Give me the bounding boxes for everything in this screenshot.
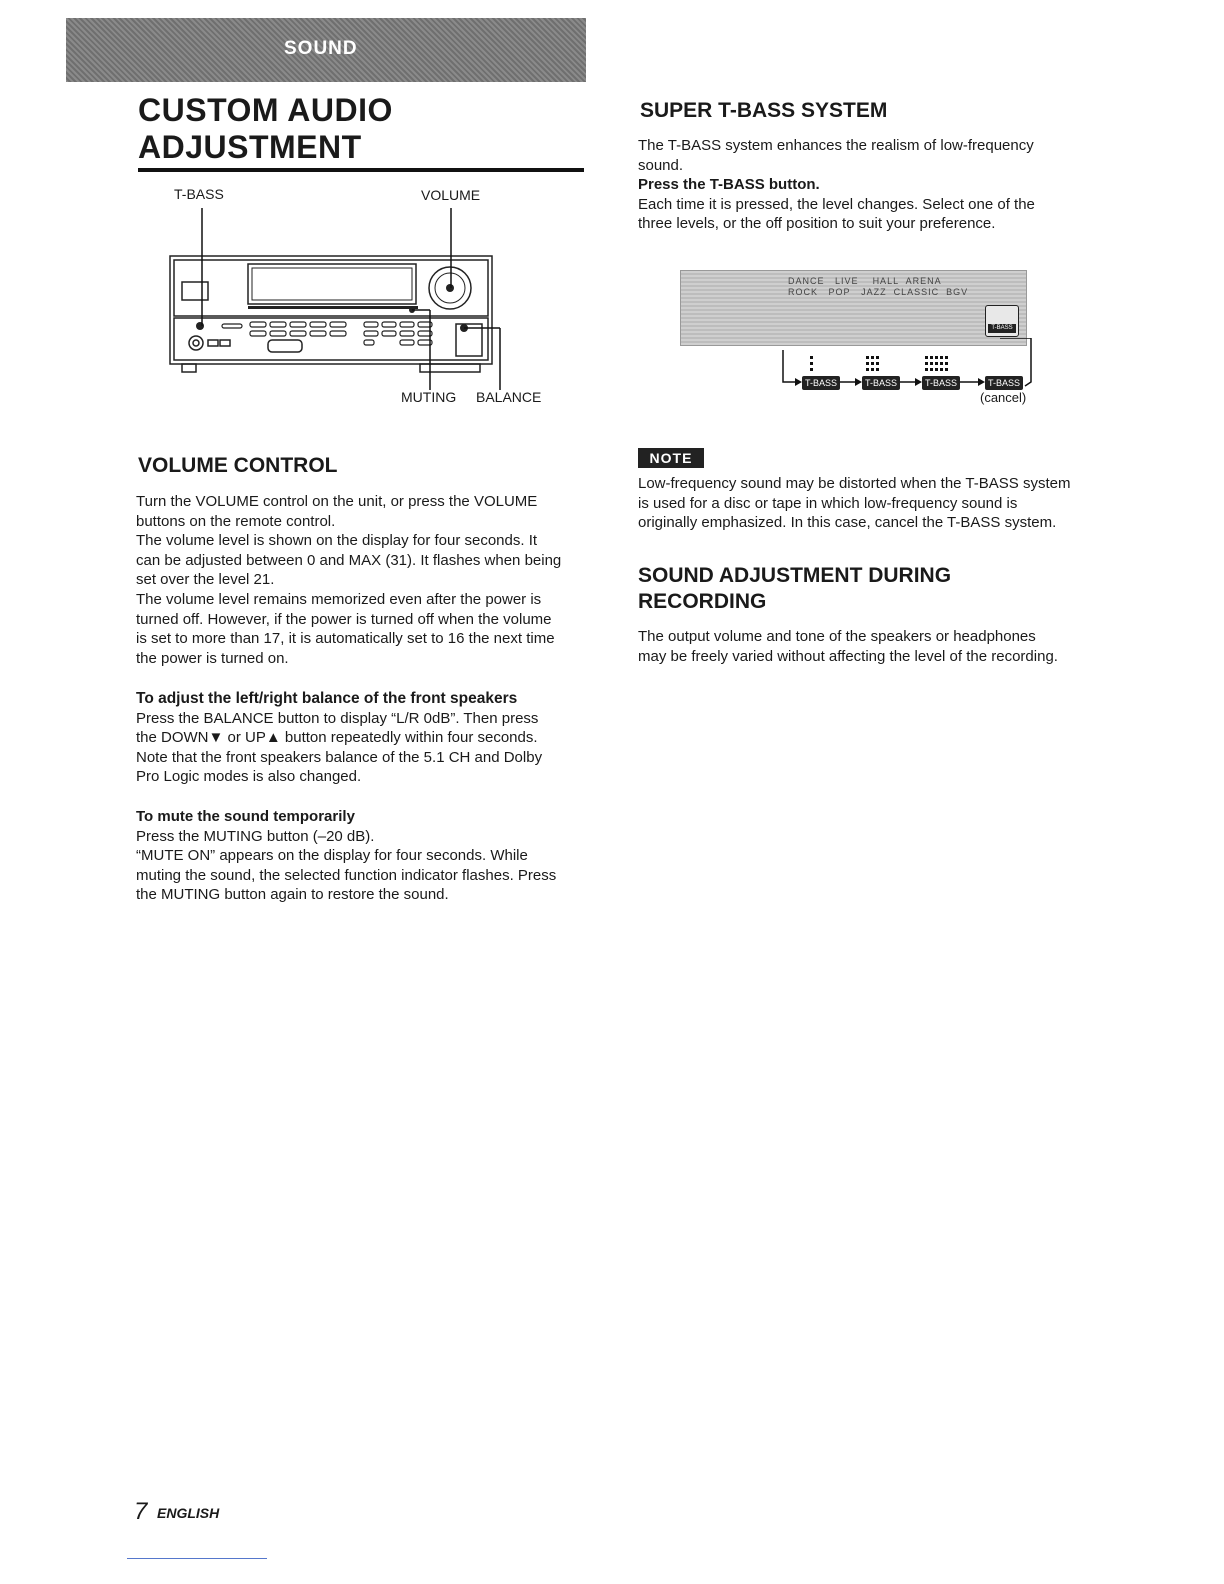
- section-banner: [66, 18, 586, 82]
- tbass-cycle-label: T-BASS: [985, 376, 1023, 390]
- page-title: CUSTOM AUDIO ADJUSTMENT: [138, 92, 584, 172]
- mode-row-2: [788, 287, 968, 297]
- mode-label: ARENA: [905, 276, 942, 286]
- mode-label: HALL: [872, 276, 900, 286]
- mode-label: BGV: [946, 287, 969, 297]
- tbass-cycle-label: T-BASS: [862, 376, 900, 390]
- tbass-cycle-label: T-BASS: [802, 376, 840, 390]
- section-label: SOUND: [284, 38, 358, 59]
- mute-heading: To mute the sound temporarily: [136, 808, 355, 825]
- receiver-body: [170, 256, 492, 364]
- balance-label: BALANCE: [476, 389, 542, 405]
- tbass-text: [638, 136, 1088, 234]
- volume-control-heading: VOLUME CONTROL: [138, 454, 338, 477]
- text-line: three levels, or the off position to suit your preference.: [638, 215, 996, 233]
- text-line: The output volume and tone of the speakers or headphones: [638, 628, 1036, 645]
- text-line: Press the BALANCE button to display “L/R 0dB”. Then press: [136, 709, 539, 727]
- text-line: “MUTE ON” appears on the display for four seconds. While: [136, 847, 528, 865]
- tbass-instruction: Press the T-BASS button.: [638, 176, 820, 194]
- text-line: turned off. However, if the power is turned off when the volume: [136, 610, 552, 628]
- balance-section: [136, 689, 586, 787]
- text-line: the DOWN▼ or UP▲ button repeatedly within four seconds.: [136, 729, 538, 747]
- volume-label: VOLUME: [421, 187, 481, 203]
- recording-heading: [638, 563, 951, 615]
- text-line: sound.: [638, 156, 684, 174]
- tbass-label: T-BASS: [174, 186, 224, 202]
- mode-label: ROCK: [788, 287, 819, 297]
- mode-label: CLASSIC: [893, 287, 940, 297]
- text-line: may be freely varied without affecting the level of the recording.: [638, 647, 1058, 665]
- tbass-heading: SUPER T-BASS SYSTEM: [640, 99, 888, 122]
- text-line: Press the MUTING button (–20 dB).: [136, 827, 375, 845]
- text-line: is set to more than 17, it is automatically set to 16 the next time: [136, 630, 555, 648]
- footer-divider: [127, 1558, 267, 1559]
- note-text: [638, 474, 1088, 533]
- text-line: Turn the VOLUME control on the unit, or press the VOLUME: [136, 493, 538, 510]
- tbass-indicator-label: T-BASS: [988, 324, 1016, 333]
- mode-label: JAZZ: [861, 287, 887, 297]
- receiver-diagram: [160, 200, 530, 390]
- text-line: The T-BASS system enhances the realism of low-frequency: [638, 137, 1034, 154]
- mode-label: POP: [828, 287, 851, 297]
- text-line: set over the level 21.: [136, 571, 275, 589]
- muting-label: MUTING: [401, 389, 457, 405]
- language-label: ENGLISH: [157, 1505, 220, 1521]
- text-line: The volume level remains memorized even after the power is: [136, 590, 542, 608]
- text-line: Low-frequency sound may be distorted when the T-BASS system: [638, 475, 1071, 492]
- page-number: 7: [134, 1498, 148, 1525]
- text-line: muting the sound, the selected function indicator flashes. Press: [136, 866, 557, 884]
- text-line: buttons on the remote control.: [136, 512, 336, 530]
- text-line: the power is turned on.: [136, 649, 289, 667]
- tbass-cycle-label: T-BASS: [922, 376, 960, 390]
- text-line: is used for a disc or tape in which low-frequency sound is: [638, 494, 1018, 512]
- cancel-label: (cancel): [980, 390, 1027, 405]
- mode-label: DANCE: [788, 276, 825, 286]
- recording-heading-line: SOUND ADJUSTMENT DURING: [638, 564, 952, 587]
- text-line: Pro Logic modes is also changed.: [136, 768, 362, 786]
- balance-heading: To adjust the left/right balance of the front speakers: [136, 690, 518, 707]
- recording-heading-line: RECORDING: [638, 590, 767, 613]
- text-line: The volume level is shown on the display for four seconds. It: [136, 532, 538, 550]
- power-button: [182, 282, 208, 300]
- receiver-display: [248, 264, 416, 304]
- volume-control-text: [136, 492, 586, 668]
- text-line: the MUTING button again to restore the sound.: [136, 886, 449, 904]
- mode-label: LIVE: [835, 276, 859, 286]
- text-line: can be adjusted between 0 and MAX (31). It flashes when being: [136, 551, 562, 569]
- recording-text: [638, 627, 1088, 666]
- mode-row-1: [788, 276, 942, 286]
- mute-section: [136, 807, 586, 905]
- note-badge: NOTE: [638, 448, 704, 468]
- text-line: Note that the front speakers balance of the 5.1 CH and Dolby: [136, 748, 543, 766]
- text-line: originally emphasized. In this case, cancel the T-BASS system.: [638, 514, 1057, 532]
- tbass-indicator-box: [985, 305, 1019, 337]
- text-line: Each time it is pressed, the level changes. Select one of the: [638, 195, 1035, 213]
